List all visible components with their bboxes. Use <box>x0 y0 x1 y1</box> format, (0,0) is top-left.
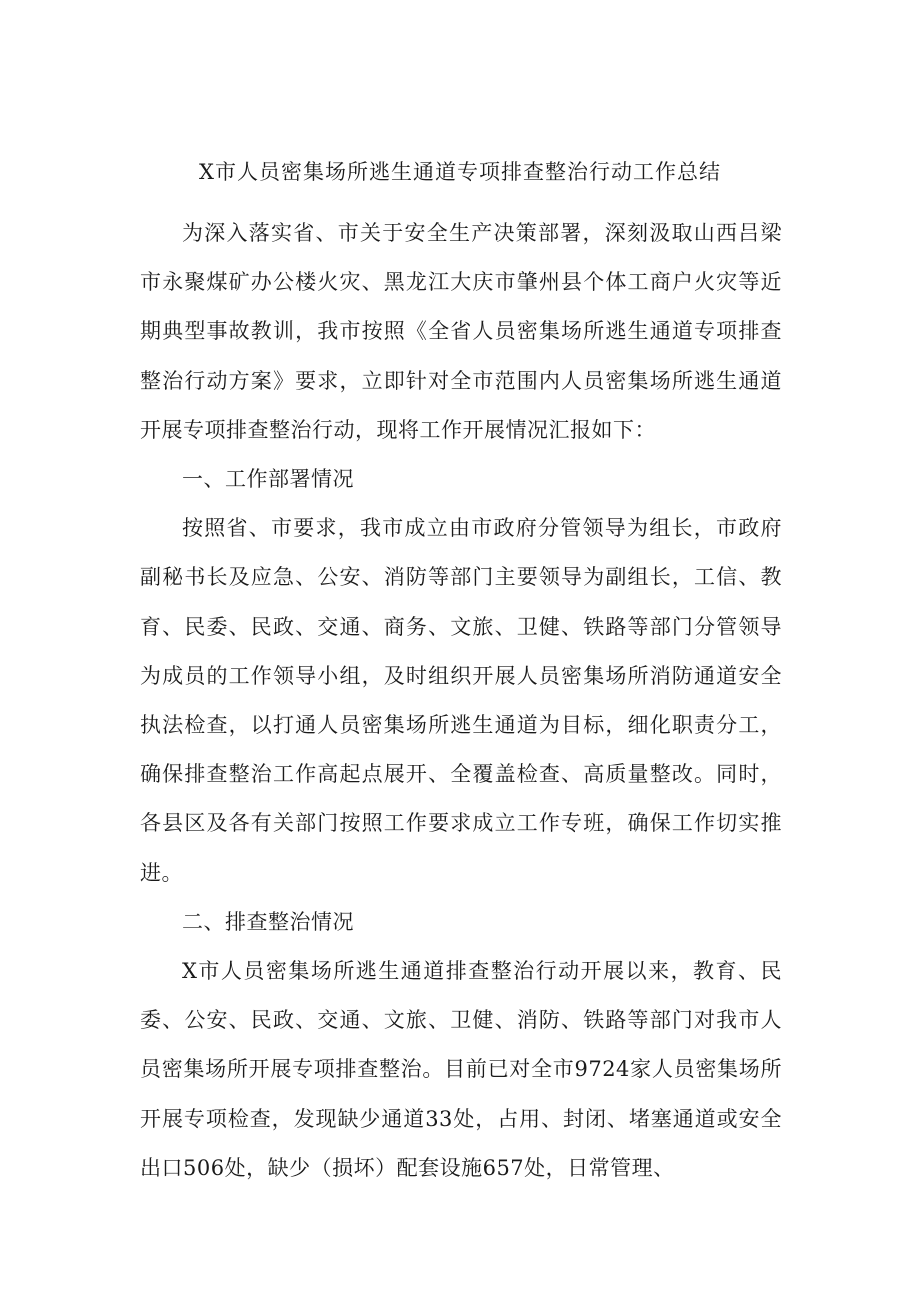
inspection-paragraph: X市人员密集场所逃生通道排查整治行动开展以来，教育、民委、公安、民政、交通、文旅、卫健、消防、铁路等部门对我市人员密集场所开展专项排查整治。目前已对全市9724家人员密集场所开展专项检查，发现缺少通道33处，占用、封闭、堵塞通道或安全出口506处，缺少（损坏）配套设施657处，日常管理、 <box>140 959 782 1180</box>
document-body <box>140 209 782 1193</box>
intro-paragraph: 为深入落实省、市关于安全生产决策部署，深刻汲取山西吕梁市永聚煤矿办公楼火灾、黑龙江大庆市肇州县个体工商户火灾等近期典型事故教训，我市按照《全省人员密集场所逃生通道专项排查整治行动方案》要求，立即针对全市范围内人员密集场所逃生通道开展专项排查整治行动，现将工作开展情况汇报如下： <box>140 221 782 442</box>
section-heading-deployment: 一、工作部署情况 <box>182 467 354 492</box>
deployment-paragraph: 按照省、市要求，我市成立由市政府分管领导为组长，市政府副秘书长及应急、公安、消防等部门主要领导为副组长，工信、教育、民委、民政、交通、商务、文旅、卫健、铁路等部门分管领导为成员的工作领导小组，及时组织开展人员密集场所消防通道安全执法检查，以打通人员密集场所逃生通道为目标，细化职责分工，确保排查整治工作高起点展开、全覆盖检查、高质量整改。同时，各县区及各有关部门按照工作要求成立工作专班，确保工作切实推进。 <box>140 516 782 885</box>
section-heading-inspection: 二、排查整治情况 <box>182 909 354 934</box>
document-title: X市人员密集场所逃生通道专项排查整治行动工作总结 <box>199 160 721 184</box>
